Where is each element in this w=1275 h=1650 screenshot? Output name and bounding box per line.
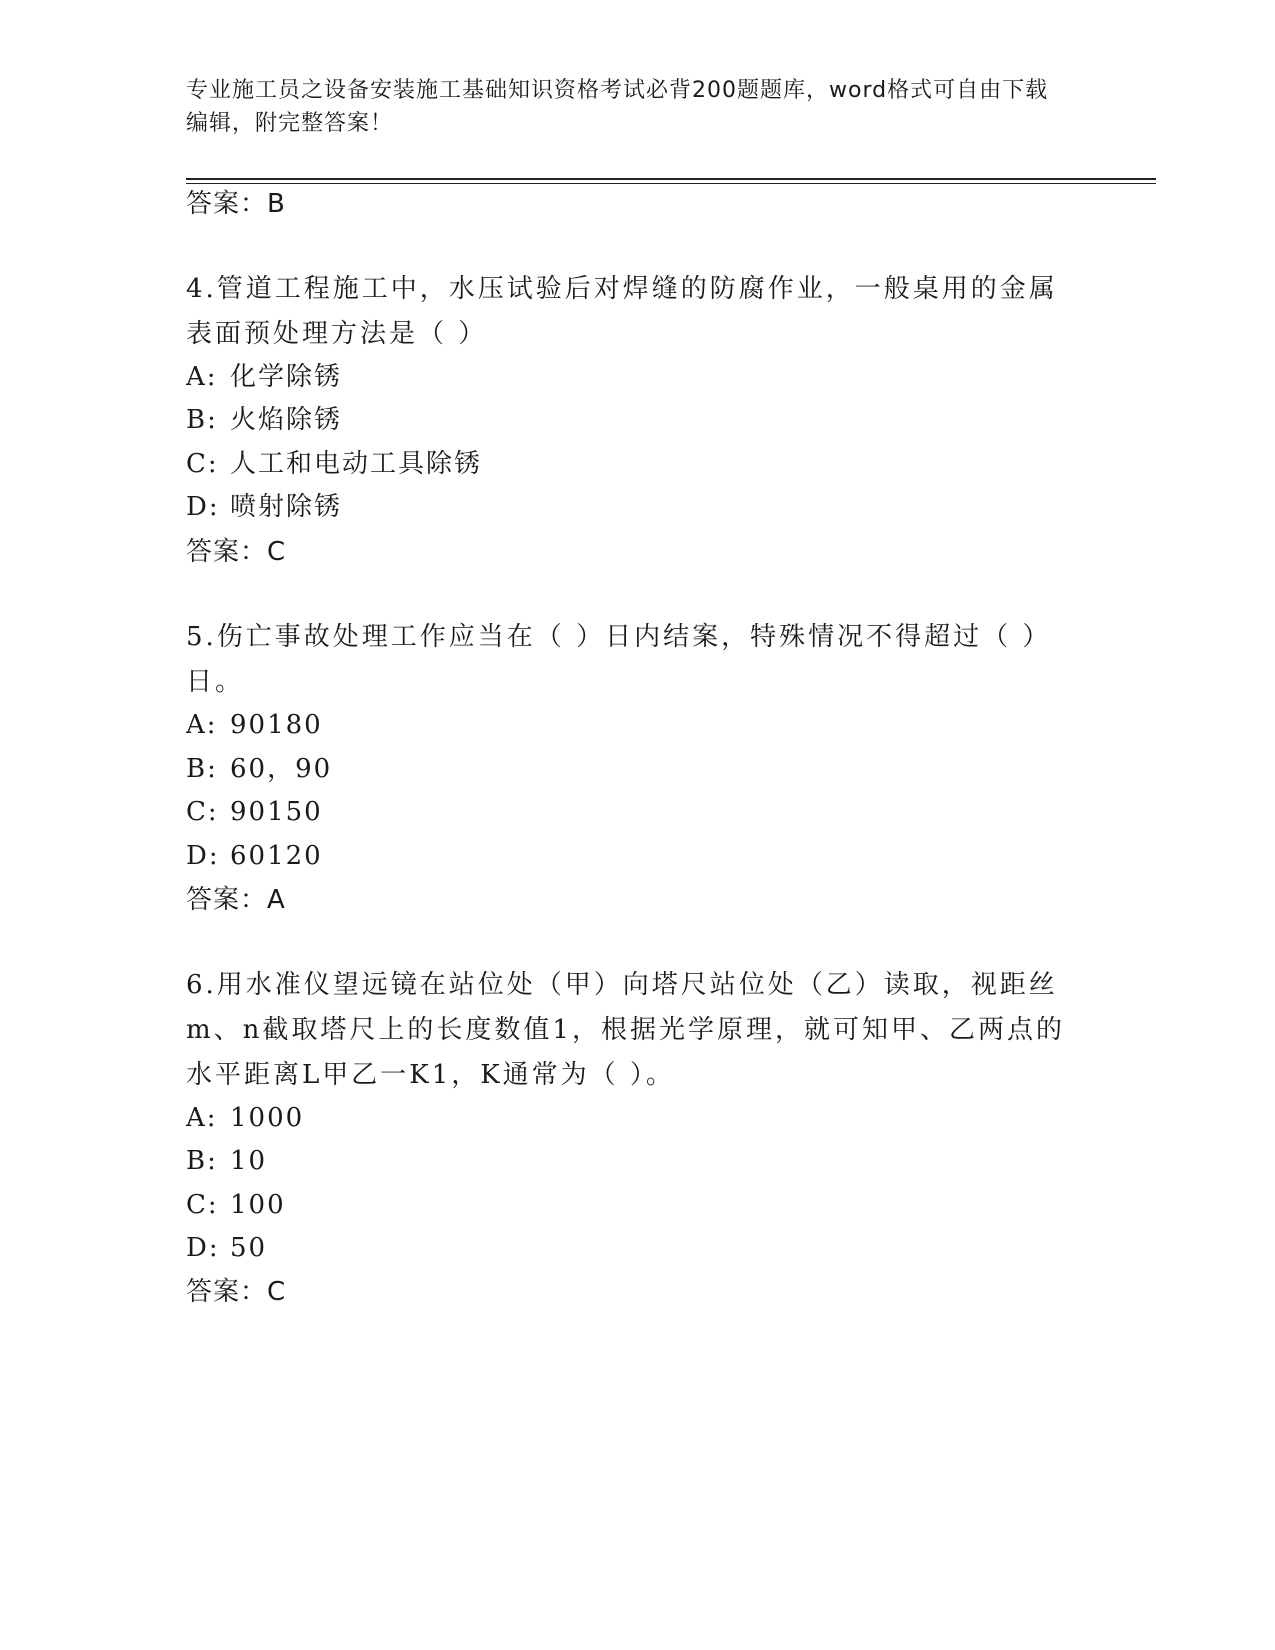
option-text: 100 bbox=[230, 1190, 286, 1220]
option-letter: C: bbox=[186, 797, 219, 827]
question-6-option-b bbox=[186, 1144, 267, 1178]
previous-answer: 答案：B bbox=[186, 189, 286, 219]
question-5-answer: 答案：A bbox=[186, 885, 286, 915]
option-text: 喷射除锈 bbox=[230, 492, 343, 522]
option-text: 90180 bbox=[230, 710, 323, 740]
question-5-text: 5.伤亡事故处理工作应当在（ ）日内结案，特殊情况不得超过（ ）日。 bbox=[186, 622, 1052, 697]
question-5-option-c bbox=[186, 795, 323, 829]
option-text: 90150 bbox=[230, 797, 323, 827]
option-letter: B: bbox=[186, 1146, 218, 1176]
header-divider-thick bbox=[186, 178, 1156, 180]
option-letter: A: bbox=[186, 362, 218, 392]
option-letter: B: bbox=[186, 405, 218, 435]
question-6-option-c bbox=[186, 1188, 286, 1222]
question-4-answer: 答案：C bbox=[186, 537, 287, 567]
option-text: 化学除锈 bbox=[230, 362, 343, 392]
question-6-option-d bbox=[186, 1231, 267, 1265]
header-divider-thin bbox=[186, 183, 1156, 184]
question-4-option-c bbox=[186, 447, 482, 481]
option-letter: A: bbox=[186, 1103, 218, 1133]
question-6-option-a bbox=[186, 1101, 304, 1135]
question-5-option-d bbox=[186, 839, 323, 873]
question-4-option-a bbox=[186, 360, 342, 394]
option-letter: C: bbox=[186, 1190, 219, 1220]
question-5-option-a bbox=[186, 708, 323, 742]
question-6-text: 6.用水准仪望远镜在站位处（甲）向塔尺站位处（乙）读取，视距丝m、n截取塔尺上的长度数值1，根据光学原理，就可知甲、乙两点的水平距离L甲乙一K1，K通常为（ ）。 bbox=[186, 970, 1065, 1090]
option-letter: D: bbox=[186, 492, 220, 522]
option-letter: D: bbox=[186, 1233, 220, 1263]
option-text: 1000 bbox=[230, 1103, 305, 1133]
option-text: 10 bbox=[230, 1146, 268, 1176]
option-text: 人工和电动工具除锈 bbox=[230, 449, 483, 479]
question-5-option-b bbox=[186, 752, 332, 786]
option-letter: A: bbox=[186, 710, 218, 740]
document-header: 专业施工员之设备安装施工基础知识资格考试必背200题题库，word格式可自由下载编辑，附完整答案！ bbox=[186, 78, 1049, 136]
question-4-option-b bbox=[186, 403, 342, 437]
question-6-answer: 答案：C bbox=[186, 1277, 287, 1307]
option-letter: B: bbox=[186, 754, 218, 784]
option-text: 火焰除锈 bbox=[230, 405, 343, 435]
option-letter: D: bbox=[186, 841, 220, 871]
question-4-option-d bbox=[186, 490, 342, 524]
option-text: 60120 bbox=[230, 841, 323, 871]
option-text: 60，90 bbox=[230, 754, 333, 784]
option-text: 50 bbox=[230, 1233, 268, 1263]
question-4-text: 4.管道工程施工中，水压试验后对焊缝的防腐作业，一般桌用的金属表面预处理方法是（ ） bbox=[186, 274, 1058, 349]
option-letter: C: bbox=[186, 449, 219, 479]
